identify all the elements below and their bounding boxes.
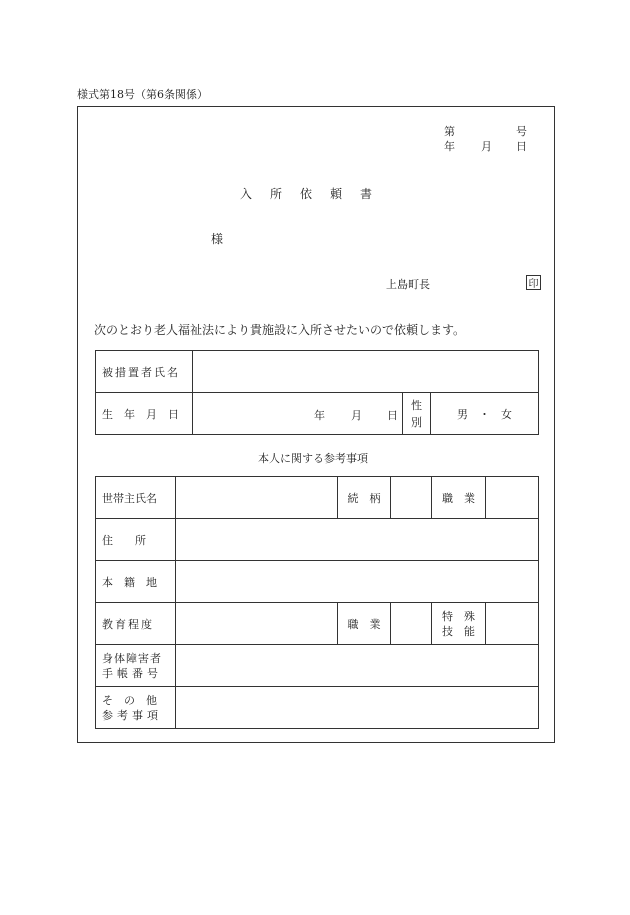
- sex-label: 性 別: [403, 393, 431, 435]
- disability-label: 身体障害者 手帳番号: [96, 645, 176, 687]
- occupation-value-2[interactable]: [391, 603, 432, 645]
- occupation-label: 職 業: [432, 477, 486, 519]
- education-label: 教育程度: [96, 603, 176, 645]
- relation-value[interactable]: [391, 477, 432, 519]
- sex-options[interactable]: 男 ・ 女: [431, 393, 539, 435]
- disability-value[interactable]: [176, 645, 539, 687]
- birth-day: 日: [387, 409, 398, 422]
- reference-heading: 本人に関する参考事項: [258, 452, 368, 465]
- addressee-suffix: 様: [211, 232, 224, 246]
- other-label: そ の 他 参考事項: [96, 687, 176, 729]
- householder-value[interactable]: [176, 477, 338, 519]
- doc-number-prefix: 第: [444, 125, 455, 138]
- domicile-value[interactable]: [176, 561, 539, 603]
- birth-year: 年: [314, 409, 325, 422]
- date-month: 月: [481, 140, 492, 153]
- document-title: 入 所 依 頼 書: [240, 187, 376, 201]
- birth-value[interactable]: [193, 393, 403, 435]
- relation-label: 続 柄: [338, 477, 391, 519]
- intro-text: 次のとおり老人福祉法により貴施設に入所させたいので依頼します。: [94, 323, 466, 337]
- education-value[interactable]: [176, 603, 338, 645]
- occupation-value[interactable]: [486, 477, 539, 519]
- birth-month: 月: [351, 409, 362, 422]
- doc-number-suffix: 号: [516, 125, 527, 138]
- form-number: 様式第18号（第6条関係）: [77, 88, 208, 101]
- date-year: 年: [444, 140, 455, 153]
- date-day: 日: [516, 140, 527, 153]
- skills-value[interactable]: [486, 603, 539, 645]
- other-value[interactable]: [176, 687, 539, 729]
- address-label: 住 所: [96, 519, 176, 561]
- reference-table: [95, 476, 539, 729]
- birth-label: 生 年 月 日: [96, 393, 193, 435]
- occupation-label-2: 職 業: [338, 603, 391, 645]
- name-label: 被措置者氏名: [96, 351, 193, 393]
- skills-label: 特 殊 技 能: [432, 603, 486, 645]
- issuer-name: 上島町長: [386, 278, 430, 291]
- domicile-label: 本 籍 地: [96, 561, 176, 603]
- applicant-table: [95, 350, 539, 435]
- seal-mark: 印: [526, 275, 541, 290]
- name-value[interactable]: [193, 351, 539, 393]
- householder-label: 世帯主氏名: [96, 477, 176, 519]
- address-value[interactable]: [176, 519, 539, 561]
